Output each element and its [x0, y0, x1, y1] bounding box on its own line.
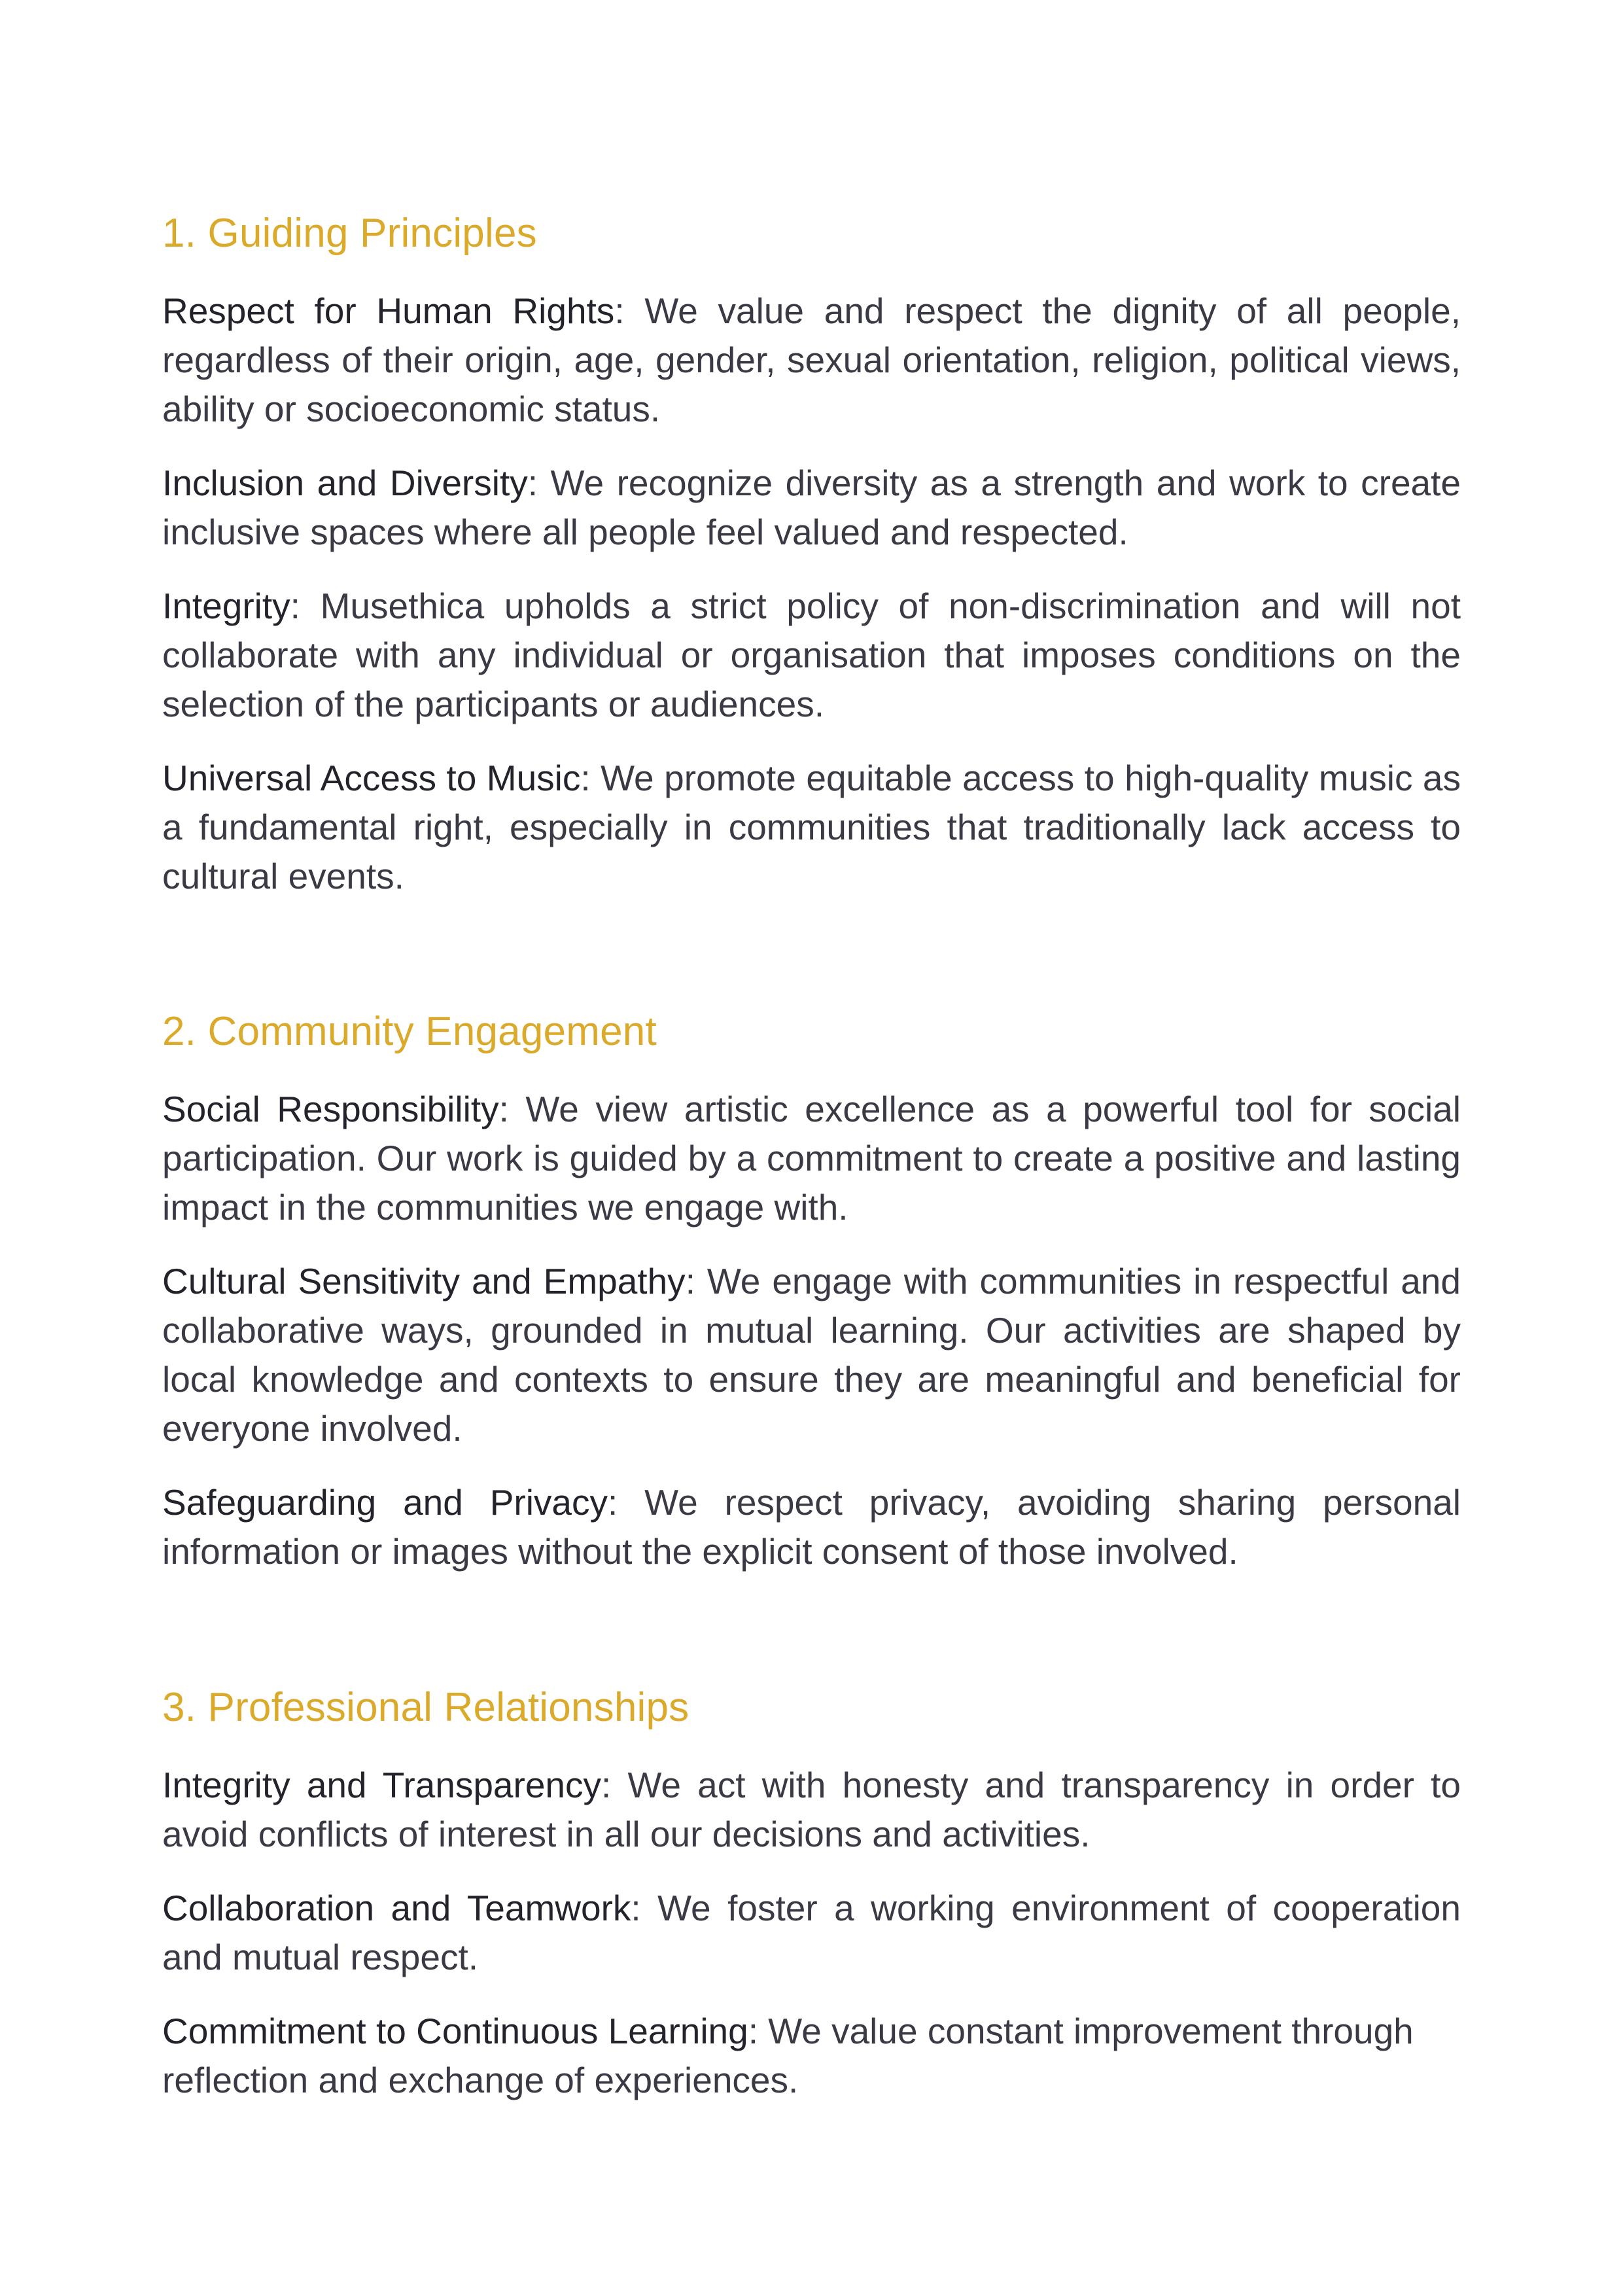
- principle-description: : Musethica upholds a strict policy of non-discrimination and will not collaborate with any individual or organisation that imposes conditions on the selection of the participants or audiences.: [162, 586, 1461, 724]
- principle-term: Commitment to Continuous Learning: [162, 2011, 748, 2051]
- principle-term: Cultural Sensitivity and Empathy: [162, 1261, 686, 1301]
- principle-term: Integrity and Transparency: [162, 1765, 601, 1805]
- principle-item: [162, 2007, 1461, 2105]
- principle-item: [162, 459, 1461, 557]
- principle-item: [162, 1478, 1461, 1576]
- principle-description: : We recognize diversity as a strength and work to create inclusive spaces where all people feel valued and respected.: [162, 463, 1461, 552]
- principle-term: Collaboration and Teamwork: [162, 1888, 631, 1928]
- principle-term: Universal Access to Music: [162, 758, 581, 798]
- section-professional-relationships: [162, 1680, 1461, 2130]
- principle-item: [162, 1257, 1461, 1453]
- section-guiding-principles: [162, 205, 1461, 926]
- principle-term: Integrity: [162, 586, 290, 626]
- principle-description: : We engage with communities in respectful and collaborative ways, grounded in mutual learning. Our activities are shaped by local knowledge and contexts to ensure they are meaningful and beneficial for everyone involved.: [162, 1261, 1461, 1449]
- principle-term: Safeguarding and Privacy: [162, 1482, 608, 1523]
- principle-item: [162, 1085, 1461, 1232]
- principle-item: [162, 1761, 1461, 1859]
- principle-item: [162, 1884, 1461, 1982]
- section-title: 3. Professional Relationships: [162, 1685, 689, 1730]
- principle-item: [162, 582, 1461, 729]
- principle-description: : We respect privacy, avoiding sharing personal information or images without the explicit consent of those involved.: [162, 1482, 1461, 1572]
- principle-term: Inclusion and Diversity: [162, 463, 528, 503]
- section-title: 1. Guiding Principles: [162, 211, 537, 256]
- section-title: 2. Community Engagement: [162, 1009, 657, 1054]
- principle-description: : We foster a working environment of cooperation and mutual respect.: [162, 1888, 1461, 1977]
- principle-term: Respect for Human Rights: [162, 291, 615, 331]
- principle-description: : We value and respect the dignity of all people, regardless of their origin, age, gender, sexual orientation, religion, political views, ability or socioeconomic status.: [162, 291, 1461, 429]
- principle-description: : We value constant improvement through reflection and exchange of experiences.: [162, 2011, 1414, 2100]
- principle-term: Social Responsibility: [162, 1089, 499, 1129]
- principle-description: : We act with honesty and transparency in order to avoid conflicts of interest in all our decisions and activities.: [162, 1765, 1461, 1854]
- principle-item: [162, 287, 1461, 434]
- principle-description: : We promote equitable access to high-quality music as a fundamental right, especially in communities that traditionally lack access to cultural events.: [162, 758, 1461, 896]
- principle-item: [162, 754, 1461, 901]
- section-community-engagement: [162, 1004, 1461, 1601]
- principle-description: : We view artistic excellence as a powerful tool for social participation. Our work is guided by a commitment to create a positive and lasting impact in the communities we engage with.: [162, 1089, 1461, 1227]
